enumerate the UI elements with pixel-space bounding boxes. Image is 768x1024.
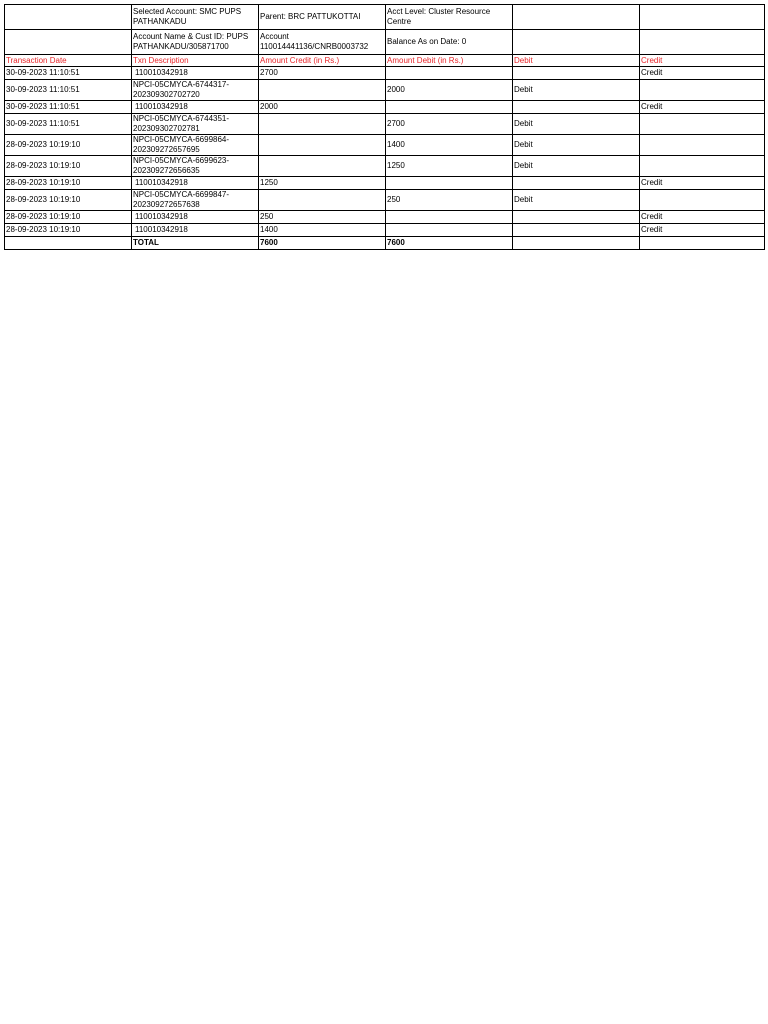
header-amount-credit: Amount Credit (in Rs.) [259,55,386,67]
credit-flag-cell: Credit [640,101,765,114]
table-row [5,211,765,224]
txn-description-cell: NPCI-05CMYCA-6744351-202309302702781 [132,114,259,135]
debit-flag-cell: Debit [513,114,640,135]
txn-date-cell: 28-09-2023 10:19:10 [5,177,132,190]
total-credit: 7600 [259,237,386,250]
table-row [5,80,765,101]
total-row [5,237,765,250]
parent-account: Parent: BRC PATTUKOTTAI [259,5,386,30]
txn-date-cell: 28-09-2023 10:19:10 [5,156,132,177]
table-row [5,114,765,135]
credit-flag-cell [640,80,765,101]
txn-description-cell: NPCI-05CMYCA-6699623-202309272656635 [132,156,259,177]
credit-flag-cell: Credit [640,67,765,80]
amount-credit-cell: 2000 [259,101,386,114]
amount-debit-cell: 2700 [386,114,513,135]
amount-debit-cell: 2000 [386,80,513,101]
statement-sheet [4,4,765,250]
txn-description-cell: 110010342918 [132,177,259,190]
total-empty-cell [5,237,132,250]
debit-flag-cell: Debit [513,80,640,101]
meta-row-2 [5,30,765,55]
amount-debit-cell [386,177,513,190]
debit-flag-cell: Debit [513,156,640,177]
amount-debit-cell [386,224,513,237]
meta-empty-cell [513,5,640,30]
amount-credit-cell: 1400 [259,224,386,237]
amount-debit-cell [386,101,513,114]
txn-description-cell: NPCI-05CMYCA-6744317-202309302702720 [132,80,259,101]
header-debit: Debit [513,55,640,67]
txn-description-cell: NPCI-05CMYCA-6699847-202309272657638 [132,190,259,211]
amount-credit-cell [259,135,386,156]
header-transaction-date: Transaction Date [5,55,132,67]
balance-as-on-date: Balance As on Date: 0 [386,30,513,55]
txn-date-cell: 28-09-2023 10:19:10 [5,224,132,237]
amount-credit-cell [259,190,386,211]
table-row [5,67,765,80]
debit-flag-cell: Debit [513,190,640,211]
amount-debit-cell: 250 [386,190,513,211]
debit-flag-cell [513,101,640,114]
debit-flag-cell: Debit [513,135,640,156]
selected-account: Selected Account: SMC PUPS PATHANKADU [132,5,259,30]
total-debit: 7600 [386,237,513,250]
meta-empty-cell [5,30,132,55]
debit-flag-cell [513,211,640,224]
table-row [5,224,765,237]
table-row [5,101,765,114]
header-row [5,55,765,67]
txn-date-cell: 30-09-2023 11:10:51 [5,114,132,135]
header-txn-description: Txn Description [132,55,259,67]
credit-flag-cell: Credit [640,177,765,190]
debit-flag-cell [513,224,640,237]
txn-date-cell: 30-09-2023 11:10:51 [5,80,132,101]
txn-description-cell: 110010342918 [132,101,259,114]
txn-date-cell: 30-09-2023 11:10:51 [5,101,132,114]
credit-flag-cell: Credit [640,224,765,237]
txn-date-cell: 28-09-2023 10:19:10 [5,211,132,224]
debit-flag-cell [513,177,640,190]
credit-flag-cell [640,114,765,135]
total-empty-cell [640,237,765,250]
txn-date-cell: 28-09-2023 10:19:10 [5,190,132,211]
credit-flag-cell [640,156,765,177]
meta-empty-cell [5,5,132,30]
header-credit: Credit [640,55,765,67]
meta-empty-cell [640,5,765,30]
amount-credit-cell [259,80,386,101]
meta-row-1 [5,5,765,30]
txn-description-cell: 110010342918 [132,211,259,224]
account-number: Account 110014441136/CNRB0003732 [259,30,386,55]
amount-debit-cell: 1250 [386,156,513,177]
debit-flag-cell [513,67,640,80]
credit-flag-cell [640,135,765,156]
account-name-cust-id: Account Name & Cust ID: PUPS PATHANKADU/305871700 [132,30,259,55]
credit-flag-cell: Credit [640,211,765,224]
txn-description-cell: 110010342918 [132,224,259,237]
txn-date-cell: 30-09-2023 11:10:51 [5,67,132,80]
table-row [5,177,765,190]
transaction-table [4,4,765,250]
table-row [5,190,765,211]
txn-description-cell: 110010342918 [132,67,259,80]
table-row [5,156,765,177]
amount-debit-cell: 1400 [386,135,513,156]
account-level: Acct Level: Cluster Resource Centre [386,5,513,30]
amount-debit-cell [386,67,513,80]
total-label: TOTAL [132,237,259,250]
amount-credit-cell [259,114,386,135]
amount-debit-cell [386,211,513,224]
amount-credit-cell: 2700 [259,67,386,80]
amount-credit-cell: 1250 [259,177,386,190]
txn-date-cell: 28-09-2023 10:19:10 [5,135,132,156]
meta-empty-cell [513,30,640,55]
meta-empty-cell [640,30,765,55]
txn-description-cell: NPCI-05CMYCA-6699864-202309272657695 [132,135,259,156]
amount-credit-cell: 250 [259,211,386,224]
header-amount-debit: Amount Debit (in Rs.) [386,55,513,67]
amount-credit-cell [259,156,386,177]
total-empty-cell [513,237,640,250]
credit-flag-cell [640,190,765,211]
table-row [5,135,765,156]
